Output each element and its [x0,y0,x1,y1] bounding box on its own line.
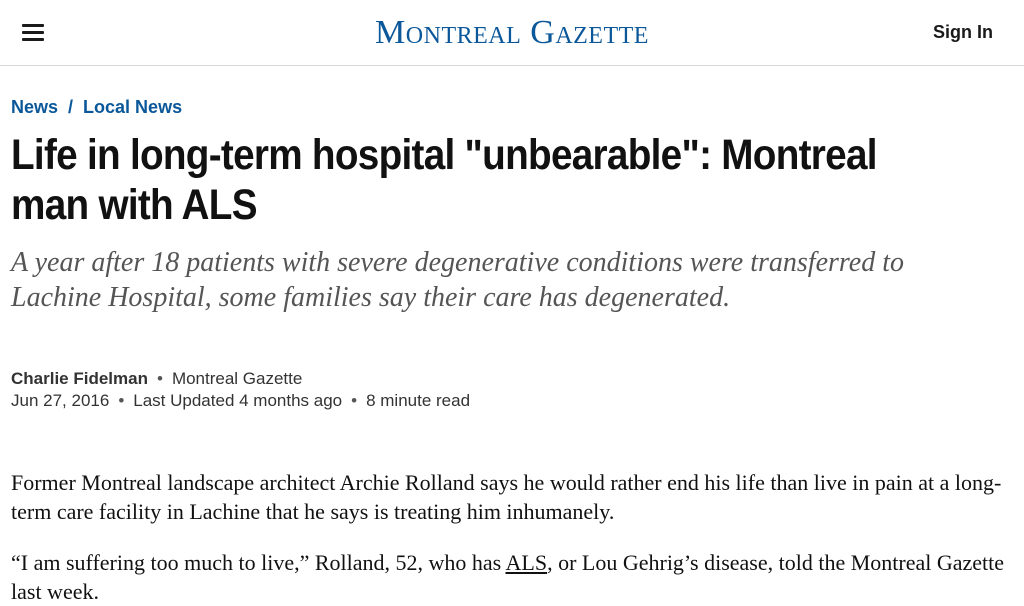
read-time: 8 minute read [366,391,471,410]
article-deck: A year after 18 patients with severe degenerative conditions were transferred to Lachine Hospital, some families say their care has degenerated. [11,247,904,313]
paragraph-text: “I am suffering too much to live,” Rolland, 52, who has [11,550,506,575]
article-paragraph: Former Montreal landscape architect Archie Rolland says he would rather end his life than live in pain at a long-term care facility in Lachine that he says is treating him inhumanely. [11,470,1002,524]
als-link[interactable]: ALS [505,550,548,575]
dot-separator: • [156,369,163,388]
site-logo[interactable] [0,13,1024,53]
dot-separator: • [351,391,358,410]
dot-separator: • [118,391,125,410]
sign-in-button[interactable]: Sign In [933,22,993,42]
author-link[interactable]: Charlie Fidelman [11,369,148,388]
article-meta [11,390,470,411]
byline [11,368,302,389]
site-header [0,0,1024,66]
site-logo-text: Montreal Gazette [375,14,649,51]
publish-date: Jun 27, 2016 [11,391,110,410]
breadcrumb-item-local-news[interactable]: Local News [83,97,183,117]
publication-name: Montreal Gazette [171,369,303,388]
paragraph-text: , or Lou Gehrig’s disease, told the Montreal Gazette last week. [11,550,1005,604]
article-headline: Life in long-term hospital "unbearable": Montreal man with ALS [11,131,877,229]
last-updated: Last Updated 4 months ago [133,391,343,410]
breadcrumb [11,96,182,118]
article-paragraph [11,548,1015,606]
breadcrumb-item-news[interactable]: News [11,97,59,117]
breadcrumb-separator: / [68,97,74,117]
